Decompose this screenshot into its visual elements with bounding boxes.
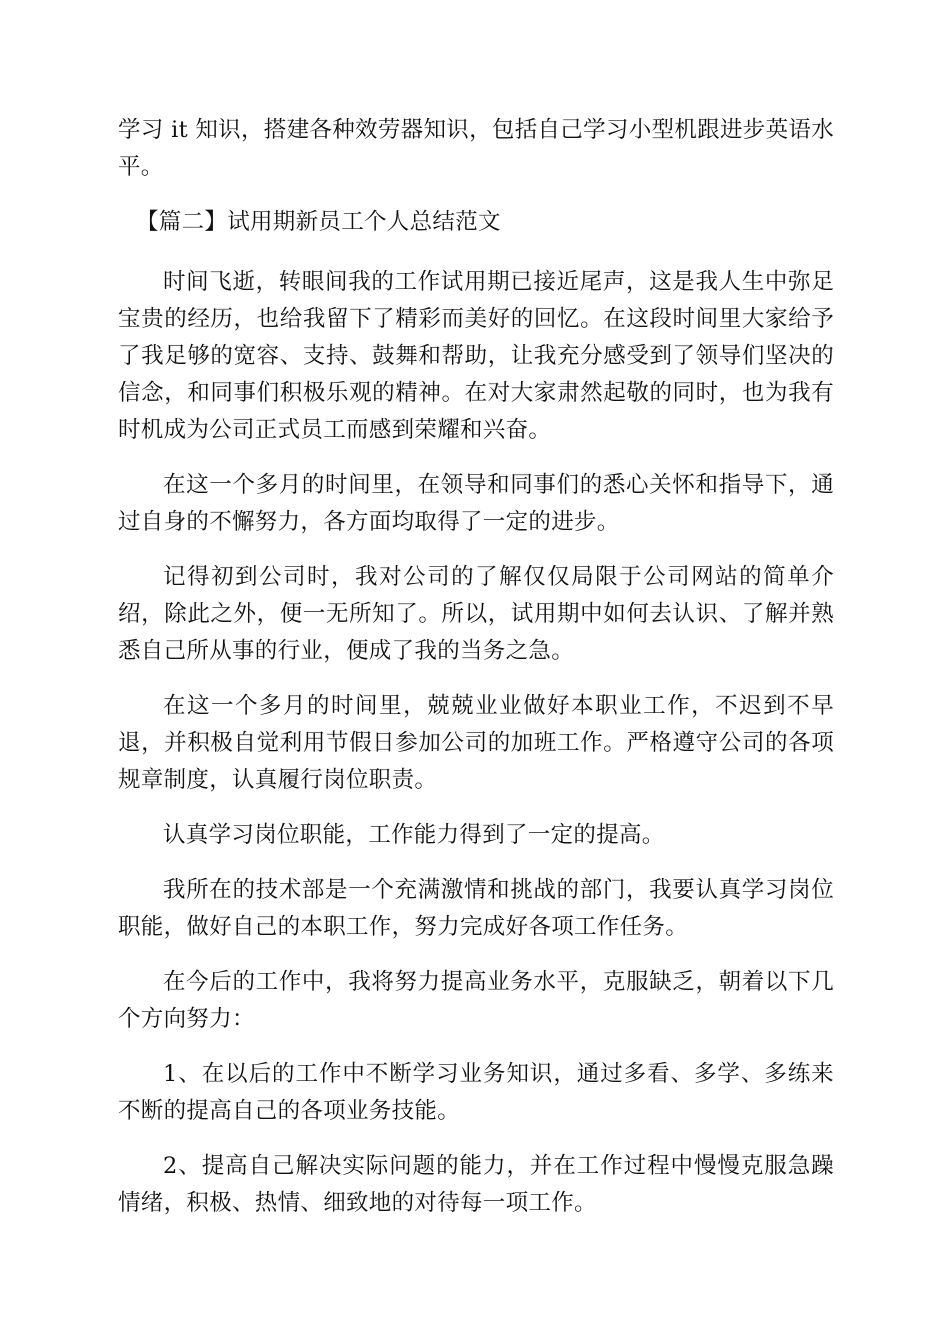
document-page <box>118 112 834 1222</box>
paragraph: 在这一个多月的时间里，在领导和同事们的悉心关怀和指导下，通过自身的不懈努力，各方面均取得了一定的进步。 <box>118 471 834 535</box>
paragraph: 认真学习岗位职能，工作能力得到了一定的提高。 <box>163 821 665 848</box>
paragraph: 在今后的工作中，我将努力提高业务水平，克服缺乏，朝着以下几个方向努力： <box>118 968 834 1032</box>
section-heading: 【篇二】试用期新员工个人总结范文 <box>136 209 501 235</box>
paragraph: 在这一个多月的时间里，兢兢业业做好本职业工作，不迟到不早退，并积极自觉利用节假日参加公司的加班工作。严格遵守公司的各项规章制度，认真履行岗位职责。 <box>118 692 834 793</box>
list-item: 1、在以后的工作中不断学习业务知识，通过多看、多学、多练来不断的提高自己的各项业务技能。 <box>118 1060 834 1124</box>
paragraph-continuation: 学习 it 知识，搭建各种效劳器知识，包括自己学习小型机跟进步英语水平。 <box>118 117 834 180</box>
paragraph: 记得初到公司时，我对公司的了解仅仅局限于公司网站的简单介绍，除此之外，便一无所知了。所以，试用期中如何去认识、了解并熟悉自己所从事的行业，便成了我的当务之急。 <box>118 563 834 664</box>
paragraph: 我所在的技术部是一个充满激情和挑战的部门，我要认真学习岗位职能，做好自己的本职工作，努力完成好各项工作任务。 <box>118 876 834 940</box>
list-item: 2、提高自己解决实际问题的能力，并在工作过程中慢慢克服急躁情绪，积极、热情、细致地的对待每一项工作。 <box>118 1152 834 1216</box>
paragraph: 时间飞逝，转眼间我的工作试用期已接近尾声，这是我人生中弥足宝贵的经历，也给我留下了精彩而美好的回忆。在这段时间里大家给予了我足够的宽容、支持、鼓舞和帮助，让我充分感受到了领导们坚决的信念，和同事们积极乐观的精神。在对大家肃然起敬的同时，也为我有时机成为公司正式员工而感到荣耀和兴奋。 <box>118 268 834 443</box>
